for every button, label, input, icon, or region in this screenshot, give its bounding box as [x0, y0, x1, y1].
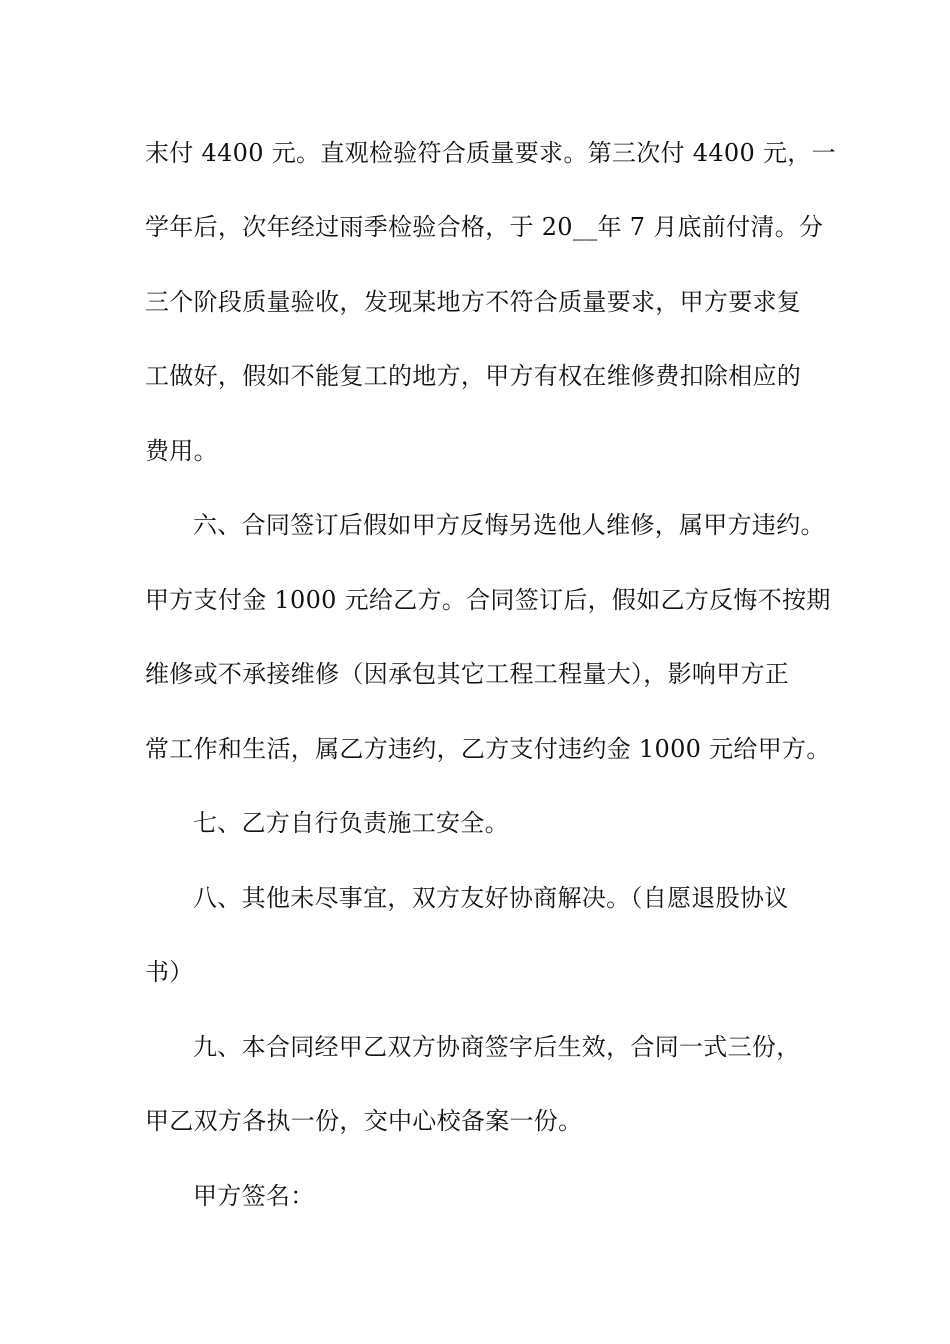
party-a-signature-label: 甲方签名： [193, 1182, 315, 1210]
text-line: 甲乙双方各执一份，交中心校备案一份。 [145, 1107, 583, 1135]
text-line: 学年后，次年经过雨季检验合格，于 20__年 7 月底前付清。分 [145, 213, 824, 241]
text-line: 费用。 [145, 437, 218, 465]
text-line: 甲方支付金 1000 元给乙方。合同签订后，假如乙方反悔不按期 [145, 586, 831, 614]
text-line: 书） [145, 958, 194, 986]
clause-nine-line: 九、本合同经甲乙双方协商签字后生效，合同一式三份， [193, 1033, 801, 1061]
clause-six-heading-line: 六、合同签订后假如甲方反悔另选他人维修，属甲方违约。 [193, 511, 825, 539]
text-line: 维修或不承接维修（因承包其它工程工程量大），影响甲方正 [145, 660, 790, 688]
text-line: 工做好，假如不能复工的地方，甲方有权在维修费扣除相应的 [145, 362, 802, 390]
text-line: 三个阶段质量验收，发现某地方不符合质量要求，甲方要求复 [145, 288, 802, 316]
text-line: 常工作和生活，属乙方违约，乙方支付违约金 1000 元给甲方。 [145, 735, 831, 763]
text-line: 末付 4400 元。直观检验符合质量要求。第三次付 4400 元，一 [145, 139, 836, 167]
clause-seven-line: 七、乙方自行负责施工安全。 [193, 809, 509, 837]
clause-eight-line: 八、其他未尽事宜，双方友好协商解决。（自愿退股协议 [193, 884, 789, 912]
